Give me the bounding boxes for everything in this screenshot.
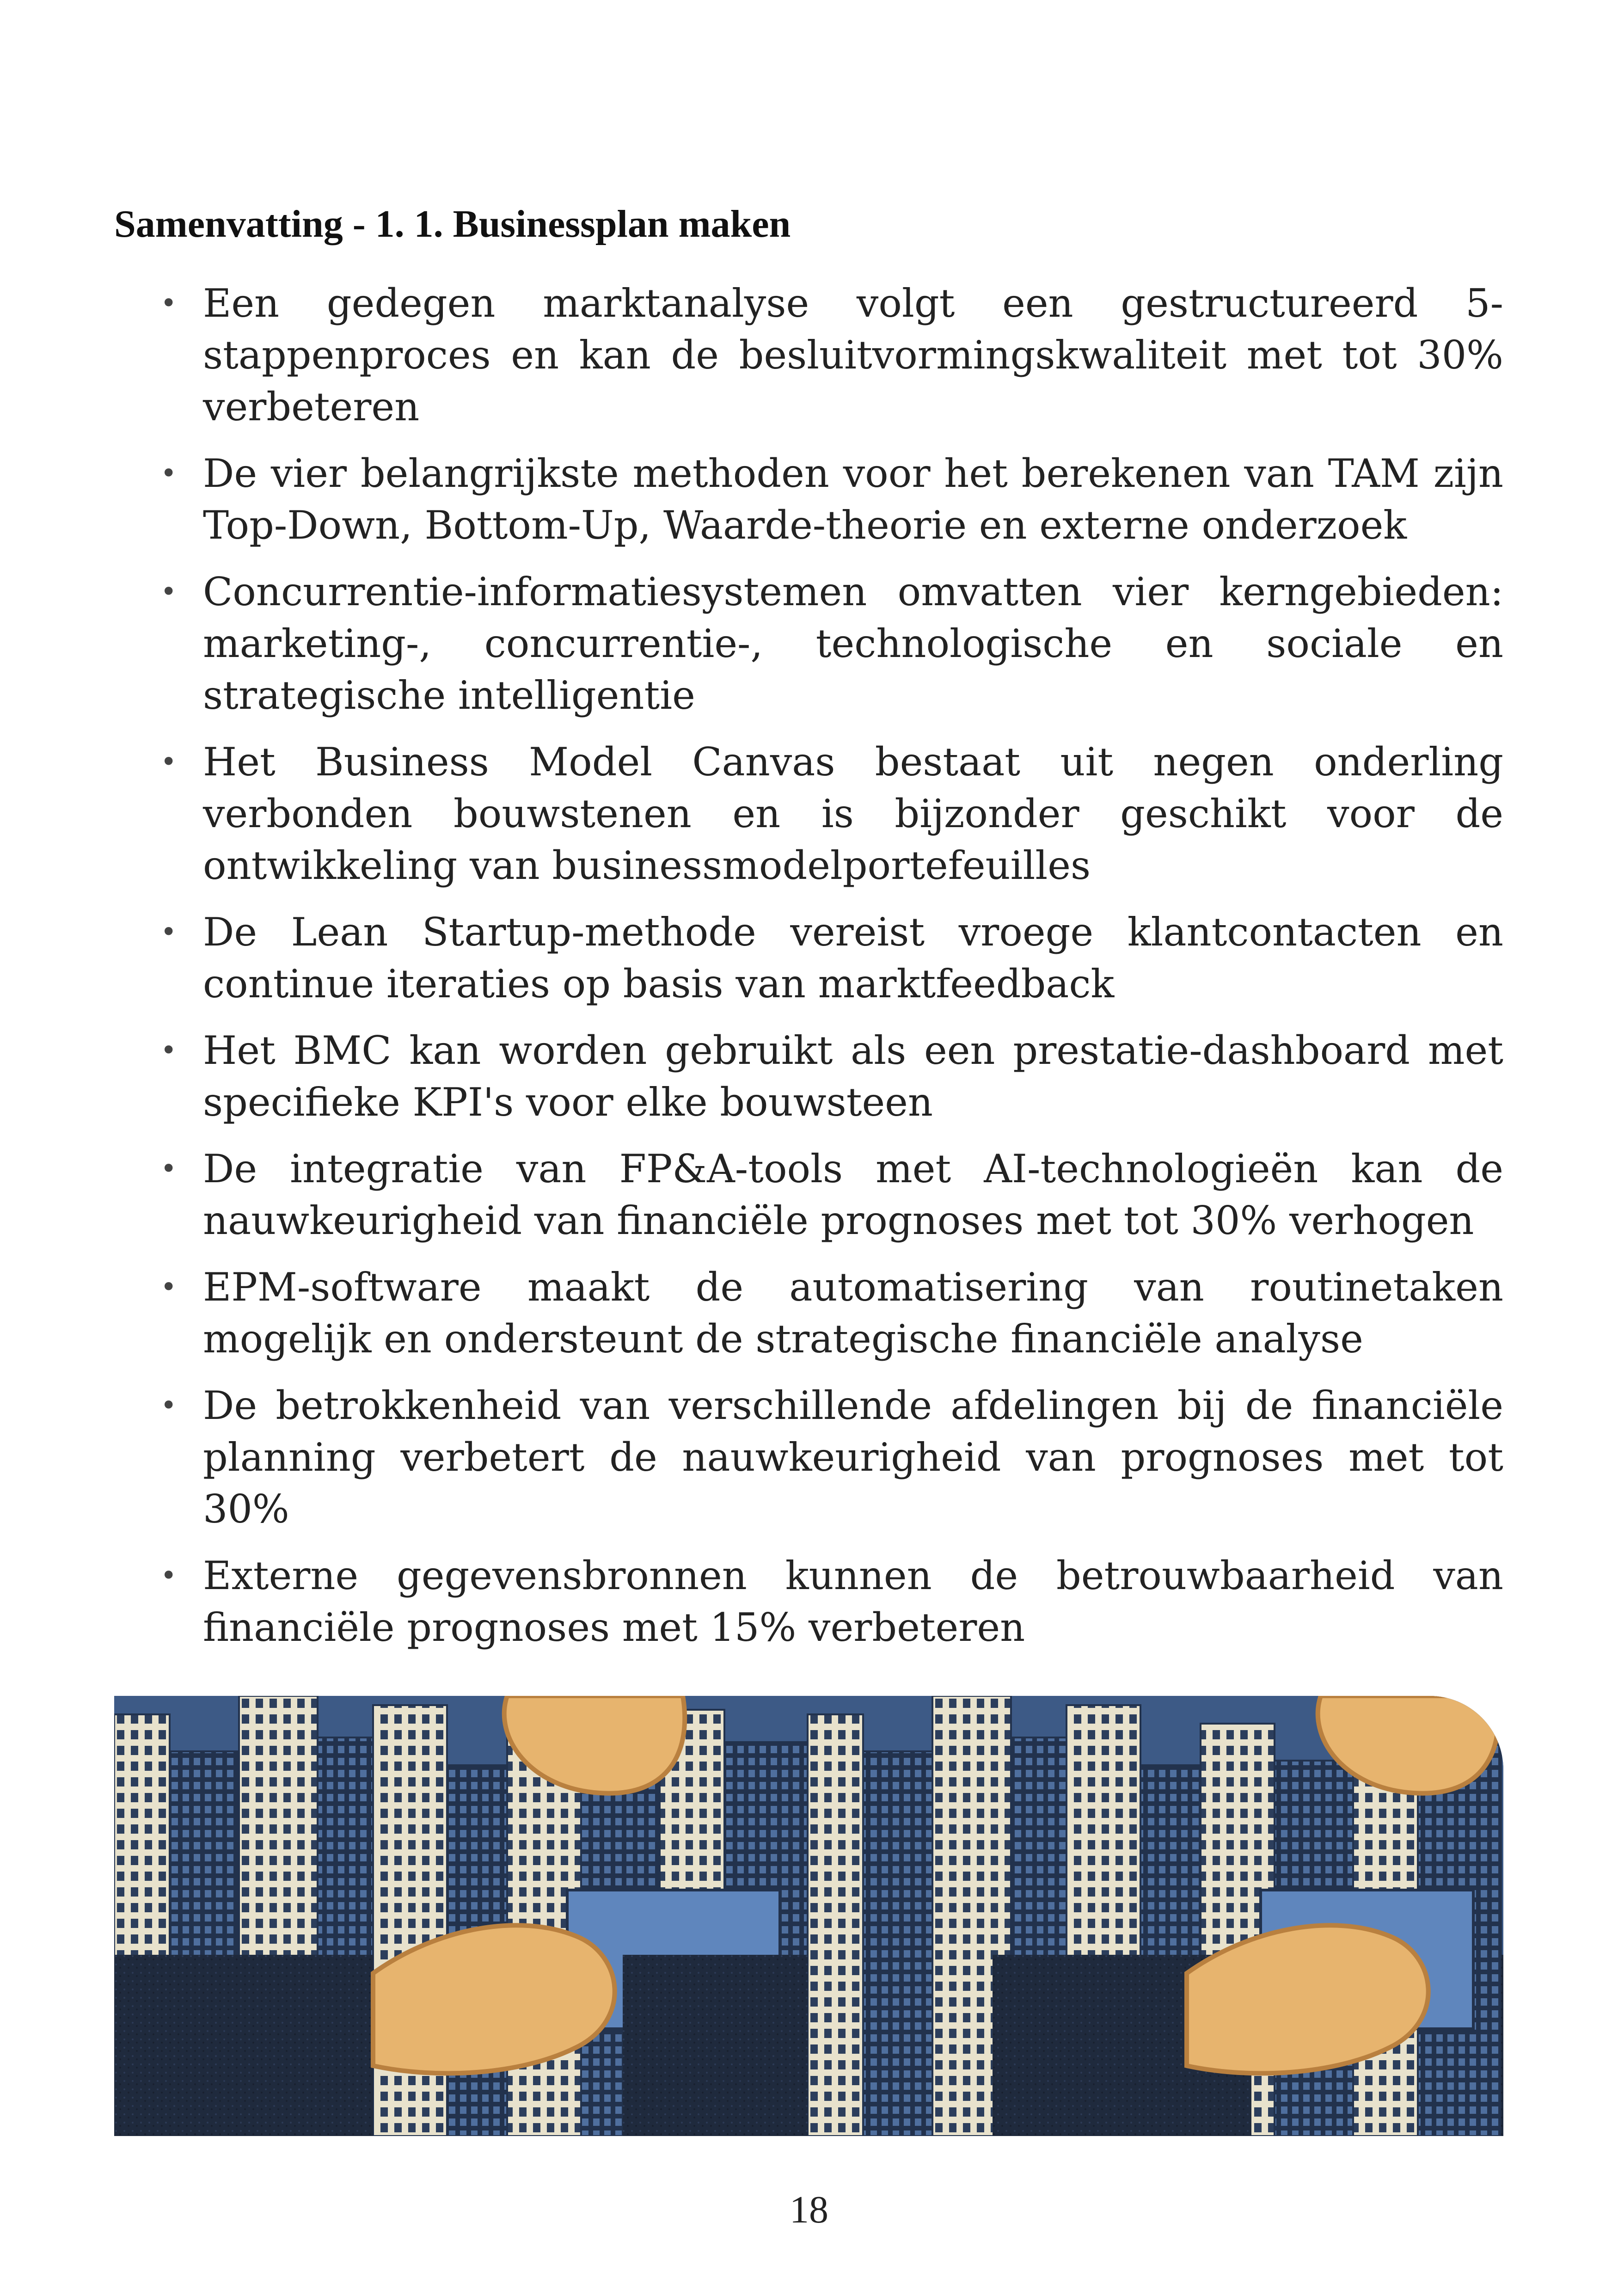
list-item — [114, 448, 1503, 551]
bullet-icon: • — [160, 457, 177, 490]
bullet-text: Het BMC kan worden gebruikt als een prestatie-dashboard met specifieke KPI's voor elke bouwsteen — [203, 1028, 1503, 1125]
bullet-icon: • — [160, 916, 177, 948]
list-item — [114, 1261, 1503, 1365]
handshake-city-illustration — [114, 1696, 1503, 2136]
bullet-text: Externe gegevensbronnen kunnen de betrouwbaarheid van financiële prognoses met 15% verbeteren — [203, 1553, 1503, 1650]
bullet-icon: • — [160, 1559, 177, 1592]
bullet-icon: • — [160, 576, 177, 608]
bullet-text: De vier belangrijkste methoden voor het berekenen van TAM zijn Top-Down, Bottom-Up, Waarde-theorie en externe onderzoek — [203, 451, 1503, 548]
summary-bullet-list — [114, 277, 1503, 1668]
bullet-text: De Lean Startup-methode vereist vroege klantcontacten en continue iteraties op basis van marktfeedback — [203, 909, 1503, 1007]
list-item — [114, 277, 1503, 433]
building-shape — [808, 1714, 863, 2136]
bullet-icon: • — [160, 1271, 177, 1303]
bullet-text: Een gedegen marktanalyse volgt een gestructureerd 5-stappenproces en kan de besluitvormingskwaliteit met tot 30% verbeteren — [203, 281, 1503, 430]
sleeve-shape — [114, 1955, 373, 2136]
section-title: Samenvatting - 1. 1. Businessplan maken — [114, 203, 791, 246]
bullet-text: De integratie van FP&A-tools met AI-technologieën kan de nauwkeurigheid van financiële prognoses met tot 30% verhogen — [203, 1146, 1503, 1243]
list-item — [114, 1143, 1503, 1246]
list-item — [114, 1025, 1503, 1128]
bullet-icon: • — [160, 1389, 177, 1422]
list-item — [114, 1550, 1503, 1653]
handshake-illustration-icon — [114, 1696, 1503, 2136]
sleeve-shape — [1501, 1955, 1503, 2136]
list-item — [114, 1380, 1503, 1535]
bullet-icon: • — [160, 1153, 177, 1185]
bullet-icon: • — [160, 1034, 177, 1067]
building-shape — [863, 1751, 932, 2136]
bullet-text: De betrokkenheid van verschillende afdelingen bij de financiële planning verbetert de nauwkeurigheid van prognoses met tot 30% — [203, 1383, 1503, 1532]
list-item — [114, 906, 1503, 1010]
list-item — [114, 566, 1503, 721]
bullet-icon: • — [160, 287, 177, 319]
bullet-text: EPM-software maakt de automatisering van routinetaken mogelijk en ondersteunt de strategische financiële analyse — [203, 1265, 1503, 1362]
sleeve-shape — [623, 1955, 808, 2136]
bullet-text: Concurrentie-informatiesystemen omvatten vier kerngebieden: marketing-, concurrentie-, technologische en sociale en strategische intelligentie — [203, 569, 1503, 718]
bullet-text: Het Business Model Canvas bestaat uit negen onderling verbonden bouwstenen en is bijzonder geschikt voor de ontwikkeling van businessmodelportefeuilles — [203, 739, 1503, 888]
list-item — [114, 736, 1503, 891]
bullet-icon: • — [160, 746, 177, 778]
page-number: 18 — [790, 2188, 828, 2231]
